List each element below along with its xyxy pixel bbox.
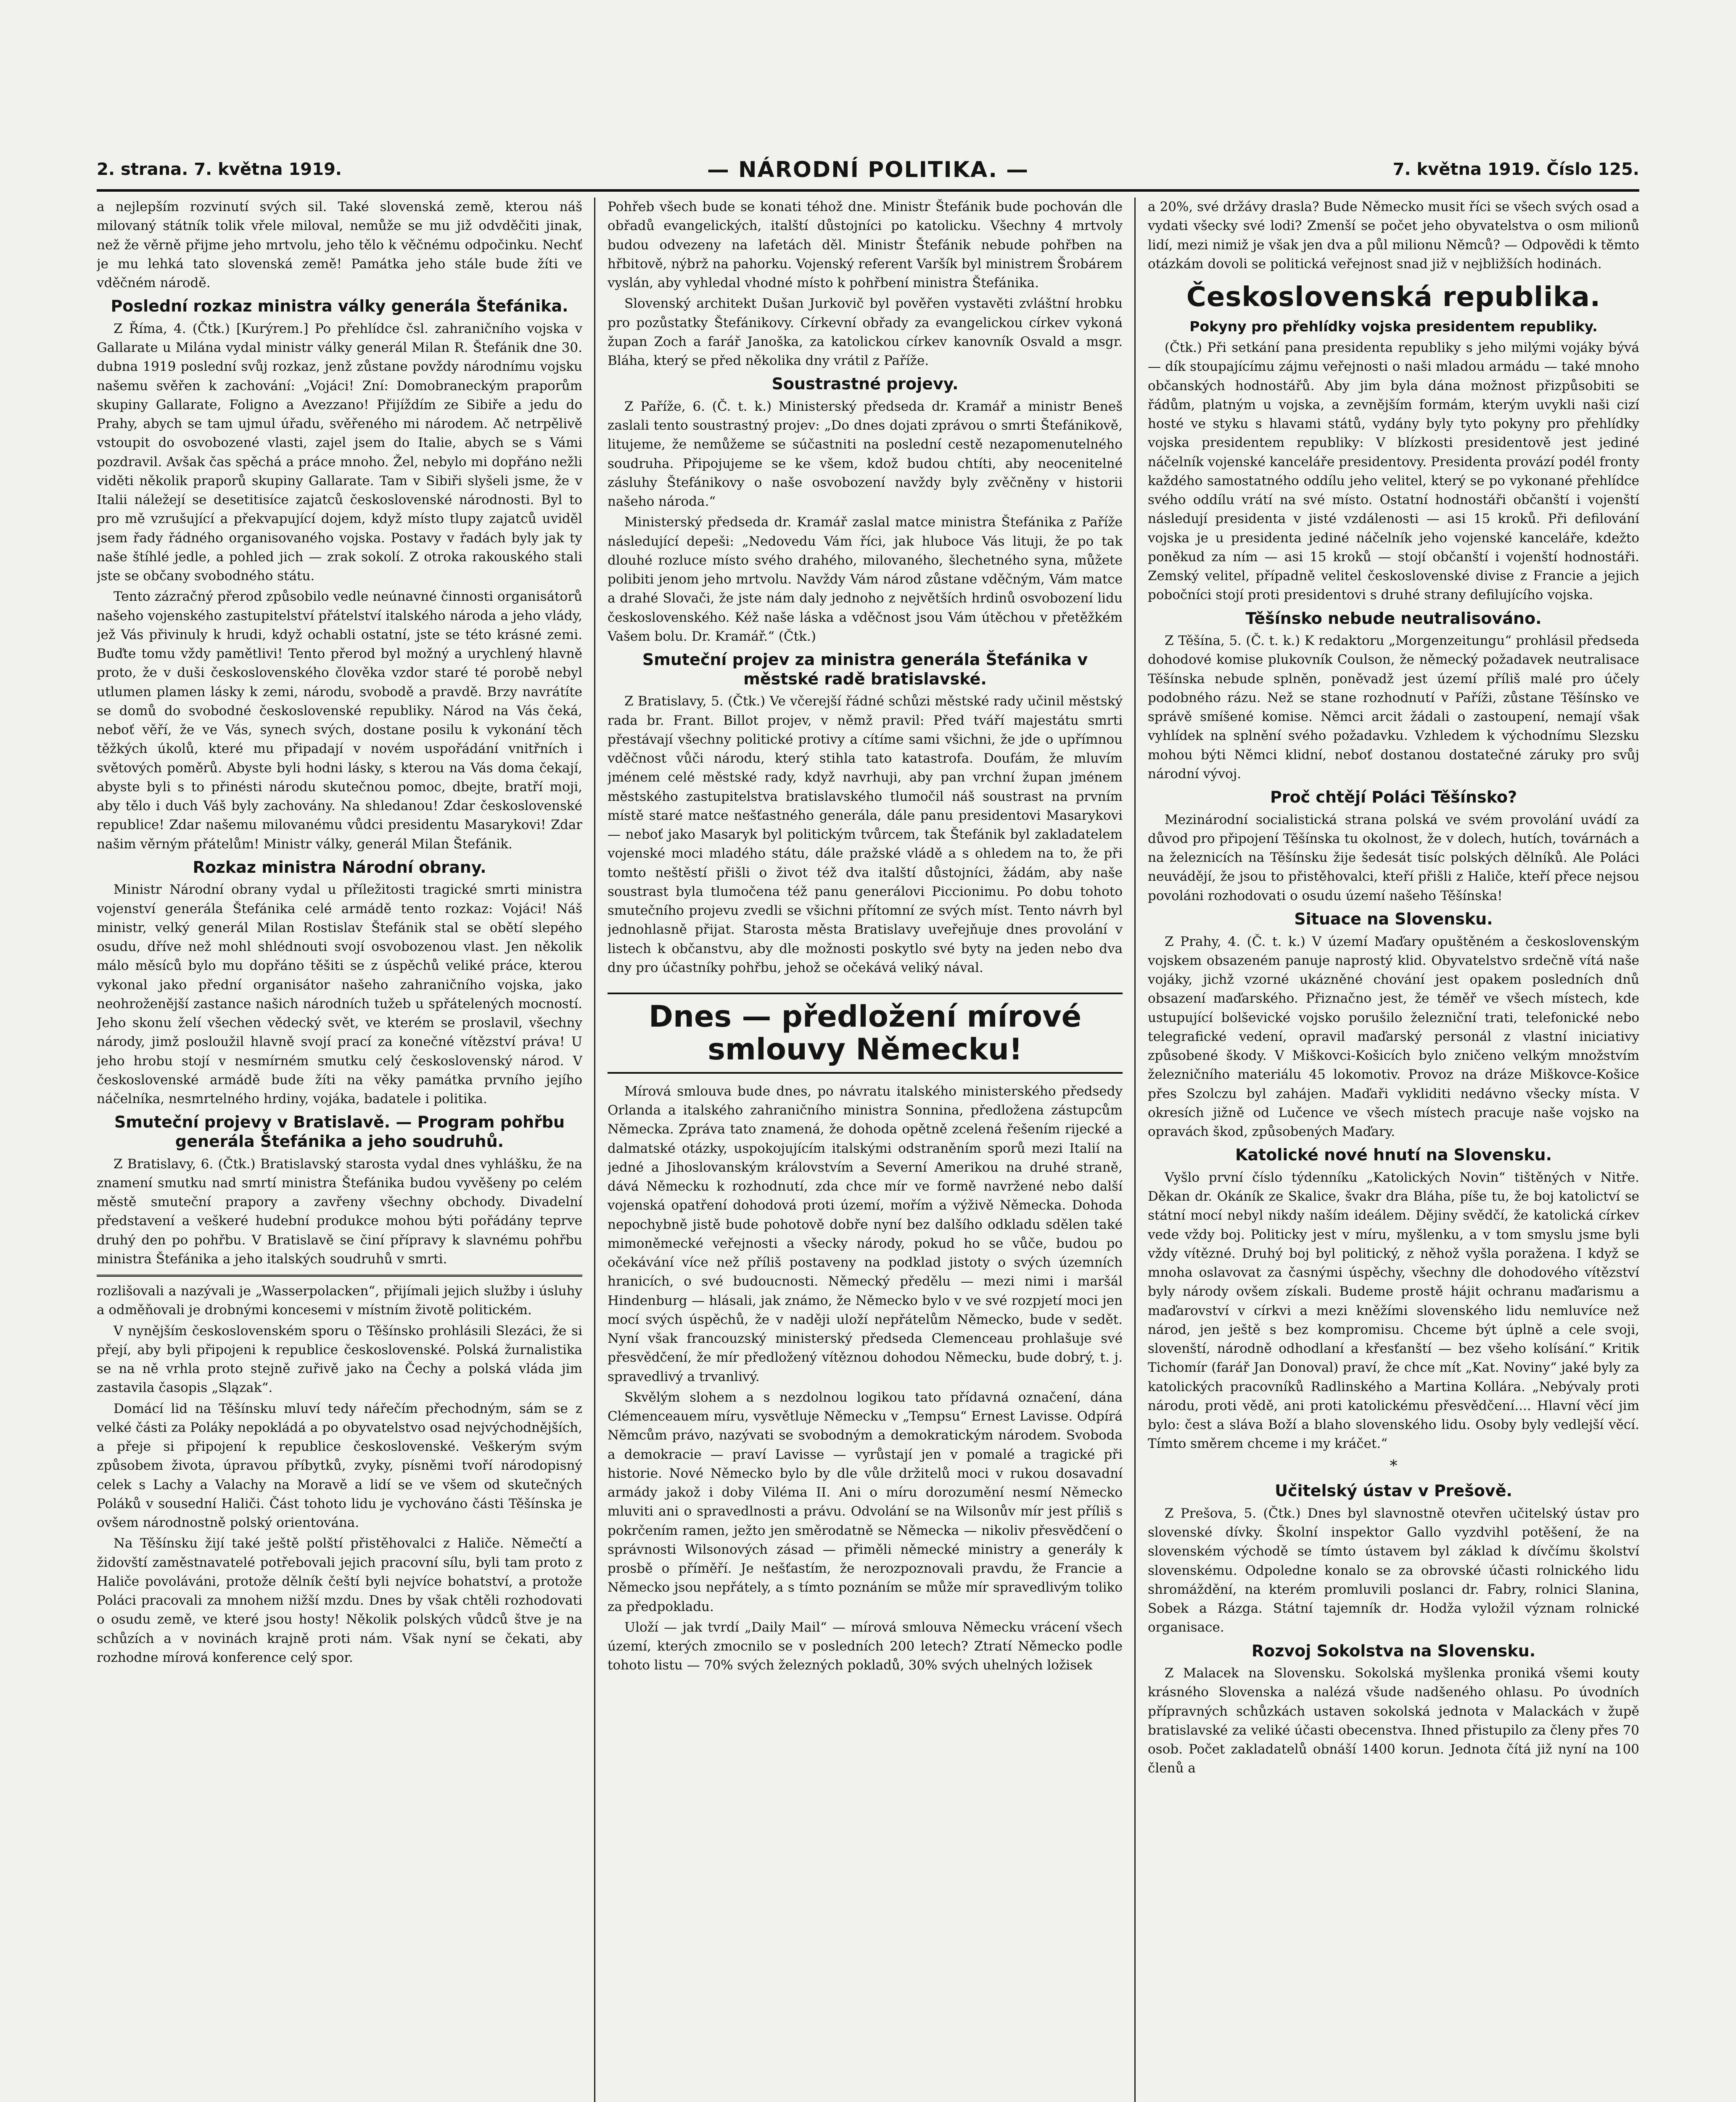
column-rule xyxy=(594,198,595,2102)
article-paragraph: V nynějším československém sporu o Těšínsko prohlásili Slezáci, že si přejí, aby byli připojeni k republice československé. Polská žurnalistika se na ně vrhla proto stejně zuřivě jako na Čechy a polská vláda jim zastavila časopis „Slązak“. xyxy=(97,1323,582,1396)
article-paragraph: (Čtk.) Při setkání pana presidenta republiky s jeho milými vojáky bývá — dík stoupajícímu zájmu veřejnosti o naši mladou armádu — také mnoho občanských hodnostářů. Aby jim byla dána možnost přizpůsobiti se řádům, platným u vojska, a zevnějším formám, kterým uvykli naši cizí hosté ve styku s hlavami států, vydány byly tyto pokyny pro přehlídky vojska presidentem republiky: V blízkosti presidentově jest jediné náčelník vojenské kanceláře presidentovy. Presidenta provází podél fronty každého samostatného oddílu jeho velitel, který se po vykonané přehlídce svého oddílu vrátí na své místo. Ostatní hodnostáři občanští i vojenští následují presidenta v jisté vzdálenosti — asi 15 kroků. Při defilování vojska je u presidenta jediné náčelník jeho vojenské kanceláře, kdežto poněkud za ním — asi 15 kroků — stojí občanští i vojenští hodnostáři. Zemský velitel, případně velitel československé divise z Francie a jejich pobočníci stojí proti presidentovi s druhé strany defilujícího vojska. xyxy=(1148,340,1639,603)
article-paragraph: Ministr Národní obrany vydal u příležitosti tragické smrti ministra vojenství generála Štefánika celé armádě tento rozkaz: Vojáci! Náš ministr, velký generál Milan Rostislav Štefánik stal se obětí slepého osudu, dříve než mohl shlédnouti svojí osvobozenou vlast. Jen několik málo měsíců bylo mu dopřáno těšiti se z úspěchů veliké práce, kterou vykonal jako přední organisátor našeho zahraničního vojska, jako neohroženější zastance našich národních tužeb u spřátelených mocností. Jeho skonu želí všechen vědecký svět, ve kterém se proslavil, všechny národy, jimž posloužil hlavně svojí prací za konečné vítězství práva! U jeho hrobu stojí v nesmírném smutku celý československý národ. V československé armádě bude žíti na věky památka prvního jejího náčelníka, nesmrtelného hrdiny, vojáka, badatele i politika. xyxy=(97,882,582,1107)
headline-tesin-neutrality: Těšínsko nebude neutralisováno. xyxy=(1245,609,1542,628)
article-paragraph: Tento zázračný přerod způsobilo vedle neúnavné činnosti organisátorů našeho vojenského zastupitelství přátelství italského národa a jeho vlády, jež Vás přivinuly k hrudi, když ochabli ostatní, jste se této krásné zemi. Buďte tomu vždy pamětlivi! Tento přerod byl možný a urychlený hlavně proto, že v duši československého člověka vzdor staré té porobě nebyl utlumen plamen lásky k zemi, národu, svobodě a pravdě. Brzy navrátíte se domů do svobodné československé republiky. Národ na Vás čeká, neboť věří, že ve Vás, synech svých, dostane posilu k vykonání těch těžkých úkolů, které mu připadají v novém uspořádání vnitřních i světových poměrů. Abyste byli hodni lásky, s kterou na Vás doma čekají, abyste byli s to přinésti národu skutečnou pomoc, dbejte, bratří moji, aby tělo i duch Váš byly zachovány. Na shledanou! Zdar československé republice! Zdar našemu milovanému vůdci presidentu Masarykovi! Zdar našim věrným přátelům! Ministr války, generál Milan Štefánik. xyxy=(97,589,582,852)
column-1 xyxy=(97,198,582,2102)
article-paragraph: Domácí lid na Těšínsku mluví tedy nářečím přechodným, sám se z velké části za Poláky nepokládá a po obyvatelstvo osad nejvýchodnějších, a přeje si připojení k republice československé. Veškerým svým způsobem života, úpravou příbytků, zvyky, písněmi tvoří národopisný celek s Lachy a Valachy na Moravě a lidí se ve všem od skutečných Poláků v sousední Haliči. Část tohoto lidu je vychováno části Těšínska je ovšem národnostně polský orientována. xyxy=(97,1401,582,1531)
headline-parade-guidelines: Pokyny pro přehlídky vojska presidentem republiky. xyxy=(1189,318,1598,335)
headline-poles-tesin: Proč chtějí Poláci Těšínsko? xyxy=(1270,788,1517,807)
section-title-republic: Československá republika. xyxy=(1186,282,1601,313)
article-paragraph: Mezinárodní socialistická strana polská ve svém provolání uvádí za důvod pro připojení Těšínska tu okolnost, že v dolech, hutích, továrnách a na železnicích na Těšínsku žije šedesát tisíc polských dělníků. Ale Poláci neuvádějí, že jsou to přistěhovalci, kteří přišli z Haliče, kteří přece nejsou povoláni rozhodovati o osudu území našeho Těšínska! xyxy=(1148,812,1639,903)
column-2 xyxy=(608,198,1123,2102)
article-paragraph: Vyšlo první číslo týdenníku „Katolických Novin“ tištěných v Nitře. Děkan dr. Okáník ze Skalice, švakr dra Bláha, píše tu, že boj katolictví se státní mocí nebyl nikdy naším ideálem. Dějiny svědčí, že katolická církev vede vždy boj. Politicky jest v míru, myšlenku, a v tom smyslu jsme byli vždy vítězné. Druhý boj byl politický, z něhož vyšla poražena. I když se mnoha oslavovat za časnými úspěchy, všechny dle dohodového vítězství byly národy ovšem získali. Budeme prostě hájit ochranu maďarismu a maďarovství v církvi a mezi kněžími slovenského lidu nemluvíce než národ, jen ještě s bez kompromisu. Chceme být úplně a cele svoji, slovenští, národně odhodlaní a křesťanští — bez všeho kolísání.“ Kritik Tichomír (farář Jan Donoval) praví, že chce mít „Kat. Noviny“ jaké byly za katolických pracovníků Radlinského a Martina Kollára. „Nebývaly proti národu, proti vědě, ani proti katolickému přesvědčení.... Hlavní věcí jim bylo: čest a sláva Boží a blaho slovenského lidu. Osoby byly vedlejší věcí. Tímto směrem chceme i my kráčet.“ xyxy=(1148,1170,1639,1452)
headline-defense-order: Rozkaz ministra Národní obrany. xyxy=(193,858,486,877)
article-paragraph: Z Paříže, 6. (Č. t. k.) Ministerský předseda dr. Kramář a ministr Beneš zaslali tento soustrastný projev: „Do dnes dojati zprávou o smrti Štefánikově, litujeme, že nemůžeme se súčastniti na poslední cestě nezapomenutelného soudruha. Připojujeme se ke všem, kdož budou chtíti, aby neocenitelné zásluhy Štefánikovy o naše osvobození navždy byly zvěčněny v historii našeho národa.“ xyxy=(608,399,1123,510)
article-paragraph: Z Těšína, 5. (Č. t. k.) K redaktoru „Morgenzeitungu“ prohlásil předseda dohodové komise plukovník Coulson, že německý požadavek neutralisace Těšínska nebude splněn, poněvadž jest území příliš malé pro účely podobného rázu. Než se stane rozhodnutí v Paříži, zůstane Těšínsko ve správě smíšené komise. Němci arcit žádali o zastoupení, nemají však vyhlídek na splnění svého požadavku. Vzhledem k východnímu Slezsku mohou býti Němci klidní, neboť dostanou dostatečné záruky pro svůj národní vývoj. xyxy=(1148,633,1639,782)
headline-bratislava-funeral: Smuteční projevy v Bratislavě. — Program pohřbu generála Štefánika a jeho soudruhů. xyxy=(114,1113,565,1151)
article-paragraph: Z Bratislavy, 6. (Čtk.) Bratislavský starosta vydal dnes vyhlášku, že na znamení smutku nad smrtí ministra Štefánika budou vyvěšeny po celém městě smuteční prapory a zavřeny všechny obchody. Divadelní představení a veškeré hudební produkce mohou býti pořádány teprve druhý den po pohřbu. V Bratislavě se činí přípravy k slavnému pohřbu ministra Štefánika a jeho italských soudruhů v smrti. xyxy=(97,1156,582,1267)
headline-last-order: Poslední rozkaz ministra války generála Štefánika. xyxy=(111,297,568,316)
article-paragraph: Skvělým slohem a s nezdolnou logikou tato přídavná označení, dána Clémenceauem míru, vysvětluje Německu v „Tempsu“ Ernest Lavisse. Odpírá Němcům právo, nazývati se svobodným a demokratickým národem. Svoboda a demokracie — praví Lavisse — vyrůstají jen v pomalé a tragické při historie. Nové Německo bylo by dle vůle držitelů moci v rukou dosavadní armády jakož i doby Viléma II. Ani o míru dorozumění nesmí Německo mluviti ani o spravedlnosti a právu. Odvolání se na Wilsonův mír jest příliš s pokrčením ramen, ježto jen směrodatně se Německa — nikoliv přesvědčení o správnosti Wilsonových zásad — přiměli německé ministry a generály k prosbě o příměří. Je nešťastím, že nerozpoznovali pravdu, že Francie a Německo jsou nepřátely, a s tímto poznáním se může mír spravedlivým toliko za předpokladu. xyxy=(608,1389,1123,1614)
headline-slovakia-situation: Situace na Slovensku. xyxy=(1294,909,1493,928)
article-paragraph: Na Těšínsku žijí také ještě polští přistěhovalci z Haliče. Němečtí a židovští zaměstnavatelé potřebovali jejich pracovní sílu, byli tam proto z Haliče povoláváni, protože dělník čeští byli nejvíce bohatství, a protože Poláci pracovali za mnohem nižší mzdu. Dnes by však chtěli rozhodovati o osudu země, ve které jsou hosty! Několik polských vůdců štve je na schůzích a v novinách krajně proti nám. Však nyní se čekati, aby rozhodne mírová konference celý spor. xyxy=(97,1536,582,1665)
article-paragraph: Z Prahy, 4. (Č. t. k.) V území Maďary opuštěném a československým vojskem obsazeném panuje naprostý klid. Obyvatelstvo srdečně vítá naše vojáky, jichž vzorné ukázněné chování jest opakem posledních dnů obsazení maďarského. Přiznačno jest, že téměř ve všech místech, kde ustupující bolševické vojsko porušilo železniční trati, telefonické nebo telegrafické vedení, opravil maďarský personál z vlastní iniciativy způsobené škody. V Miškovci-Košicích bylo zničeno velkým množstvím železničního materiálu 45 lokomotiv. Provoz na dráze Miškovce-Košice přes Szolczu byl zahájen. Maďaři vykliditi nedávno všecky místa. V okresích jižně od Lučence ve všech místech pracuje naše vojsko na opravách škod, způsobených Maďary. xyxy=(1148,934,1639,1140)
article-paragraph: a 20%, své držávy drasla? Bude Německo musit říci se všech svých osad a vydati všecky své lodi? Zmenší se počet jeho obyvatelstva o osm milionů lidí, mezi nimiž je však jen dva a půl milionu Němců? — Odpovědi k těmto otázkám dovoli se politická veřejnost snad již v nejbližších hodinách. xyxy=(1148,199,1639,272)
section-star: * xyxy=(1390,1457,1398,1475)
newspaper-title: — NÁRODNÍ POLITIKA. — xyxy=(707,157,1029,182)
article-paragraph: Slovenský architekt Dušan Jurkovič byl pověřen vystavěti zvláštní hrobku pro pozůstatky Štefánikovy. Církevní obřady za evangelickou církev vykoná župan Zoch a farář Janoška, za katolickou církev kanovník Osvald a msgr. Bláha, který se před několika dny vrátil z Paříže. xyxy=(608,296,1123,368)
section-divider xyxy=(97,1275,582,1277)
article-paragraph: Uloží — jak tvrdí „Daily Mail“ — mírová smlouva Německu vrácení všech území, kterých zmocnilo se v posledních 200 letech? Ztratí Německo podle tohoto listu — 70% svých železných pokladů, 30% svých uhelných ložisek xyxy=(608,1619,1123,1673)
headline-catholic-movement: Katolické nové hnutí na Slovensku. xyxy=(1235,1146,1552,1165)
headline-condolences: Soustrastné projevy. xyxy=(772,375,959,393)
issue-number: 7. května 1919. Číslo 125. xyxy=(1392,160,1639,179)
article-paragraph: Mírová smlouva bude dnes, po návratu italského ministerského předsedy Orlanda a italského zahraničního ministra Sonnina, předložena zástupcům Německa. Zpráva tato znamená, že dohoda opětně zcelená řešením rijecké a dalmatské otázky, uspokojujícím italskými odstraněním sporů mezi Italií na jedné a Jihoslovanským královstvím a Severní Amerikou na druhé straně, dává Německu k rozhodnutí, zda chce mír ve formě navržené nebo další vojenská opatření dohodová proti území, mořím a výživě Německa. Dohoda nepochybně jistě bude pohotově dobře nyní bez dalšího odkladu sdělen také mimoněmecké veřejnosti a všecky národy, pokud ho se vůče, budou po očekávání více než příliš postaveny na podklad jistoty o svých územních hranicích, o své budoucnosti. Německý předělu — mezi nimi i maršál Hindenburg — hlásali, jak známo, že Německo bylo v ve své rozpjetí moci jen mocí svých úspěchů, že v naději uloží nepřátelům Německo, bude v sedět. Nyní však francouzský ministerský předseda Clemenceau prohlašuje své přesvědčení, že mír předložený vítěznou dohodou Německu, bude dobrý, t. j. spravedlivý a trvanlivý. xyxy=(608,1083,1123,1384)
article-paragraph: rozlišovali a nazývali je „Wasserpolacken“, přijímali jejich služby i úsluhy a odměňovali je drobnými koncesemi v místním životě politickém. xyxy=(97,1283,582,1318)
column-3 xyxy=(1148,198,1639,2102)
headline-bratislava-council: Smuteční projev za ministra generála Štefánika v městské radě bratislavské. xyxy=(642,650,1088,688)
column-rule xyxy=(1134,198,1136,2102)
article-columns xyxy=(97,198,1639,2102)
article-paragraph: Ministerský předseda dr. Kramář zaslal matce ministra Štefánika z Paříže následující depeši: „Nedovedu Vám říci, jak hluboce Vás lituji, že po tak dlouhé rozluce místo svého drahého, milovaného, šlechetného syna, můžete polibiti jenom jeho mrtvolu. Navždy Vám národ zůstane vděčným, Vám matce a drahé Slovači, že jste nám daly jednoho z největších hrdinů osvobození lidu československého. Kéž naše láska a vděčnost jsou Vám útěchou v přetěžkém Vašem bolu. Dr. Kramář.“ (Čtk.) xyxy=(608,515,1123,644)
article-continuation: a nejlepším rozvinutí svých sil. Také slovenská země, kterou náš milovaný státník tolik vřele miloval, nemůže se mu již odvděčiti jinak, než že věrně přijme jeho mrtvolu, jeho tělo k věčnému odpočinku. Nechť je mu lehká tato slovenská země! Památka jeho stále bude žíti ve vděčném národě. xyxy=(97,199,582,290)
headline-peace-treaty: Dnes — předložení mírové smlouvy Německu! xyxy=(608,993,1123,1074)
article-paragraph: Z Prešova, 5. (Čtk.) Dnes byl slavnostně otevřen učitelský ústav pro slovenské dívky. Školní inspektor Gallo vyzdvihl potěšení, že na slovenském východě se tímto ústavem byl základ k dívčímu školství slovenskému. Odpoledne konalo se za obrovské účasti rolnického lidu shromáždění, na kterém promluvili poslanci dr. Fabry, rolnici Slanina, Sobek a Rázga. Státní tajemník dr. Hodža vyložil význam rolnické organisace. xyxy=(1148,1505,1639,1635)
headline-teacher-institute: Učitelský ústav v Prešově. xyxy=(1275,1481,1512,1500)
article-paragraph: Z Říma, 4. (Čtk.) [Kurýrem.] Po přehlídce čsl. zahraničního vojska v Gallarate u Milána vydal ministr války generál Milan R. Štefánik dne 30. dubna 1919 poslední svůj rozkaz, jenž zůstane povždy národnímu vojsku našemu svěřen k zachování: „Vojáci! Zní: Domobraneckým praporům skupiny Gallarate, Foligno a Avezzano! Přijíždím ze Sibiře a jedu do Prahy, abych se tam ujmul úřadu, svěřeného mi národem. Ač netrpělivě vstoupit do osvobozené vlasti, zajel jsem do Italie, abych se s Vámi pozdravil. Avšak čas spěchá a práce mnoho. Žel, nebylo mi dopřáno nežli viděti několik praporů skupiny Gallarate. Tam v Sibiři slyšeli jsme, že v Italii náležejí se desetitisíce zajatců československé národnosti. Byl to pro mě vzrušující a překvapující dojem, když místo tlupy zajatců uviděl jsem řady řádného organisovaného vojska. Postavy v řadách byly jak ty naše štíhlé jedle, a pohled jich — zrak sokolí. Z otroka rakouského stali jste se občany svobodného státu. xyxy=(97,321,582,584)
article-paragraph: Z Bratislavy, 5. (Čtk.) Ve včerejší řádné schůzi městské rady učinil městský rada br. Frant. Billot projev, v němž pravil: Před tváří majestátu smrti přestávají všechny politické protivy a cítíme sami všichni, že jde o upřímnou vděčnost vůči národu, který stihla tato katastrofa. Doufám, že mluvím jménem celé městské rady, když navrhuji, aby pan vrchní župan jménem městského zastupitelstva bratislavského tlumočil náš soustrast na prvním místě staré matce nešťastného generála, dále panu presidentovi Masarykovi — neboť jako Masaryk byl politickým tvůrcem, tak Štefánik byl zakladatelem vojenské moci mladého státu, dále pražské vládě a s ohledem na to, že při tomto neštěstí přišli o život též dva italští důstojníci, žádám, aby naše soustrast byla tlumočena též panu generálovi Piccionimu. Po dobu tohoto smutečního projevu zvedli se všichni přítomní ze svých míst. Tento návrh byl jednohlasně přijat. Starosta města Bratislavy uveřejňuje dnes provolání v listech k občanstvu, aby dle možnosti poskytlo své byty na jeden nebo dva dny pro účastníky pohřbu, jehož se očekává veliký nával. xyxy=(608,694,1123,975)
article-paragraph: Z Malacek na Slovensku. Sokolská myšlenka proniká všemi kouty krásného Slovenska a nalézá všude nadšeného ohlasu. Po úvodních přípravných schůzkách ustaven sokolská jednota v Malackách v župě bratislavské za veliké účasti obecenstva. Ihned přistupilo za členy přes 70 osob. Počet zakladatelů obnáší 1400 korun. Jednota čítá již nyní na 100 členů a xyxy=(1148,1666,1639,1776)
page-date-left: 2. strana. 7. května 1919. xyxy=(97,160,342,179)
headline-sokol: Rozvoj Sokolstva na Slovensku. xyxy=(1251,1641,1536,1660)
masthead xyxy=(97,157,1639,192)
article-paragraph: Pohřeb všech bude se konati téhož dne. Ministr Štefánik bude pochován dle obřadů evangelických, italští důstojníci po katolicku. Všechny 4 mrtvoly budou odvezeny na lafetách děl. Ministr Štefánik nebude pohřben na hřbitově, nýbrž na pahorku. Vojenský referent Varšík byl ministrem Šrobárem vyslán, aby vyhledal vhodné místo k pohřbení ministra Štefánika. xyxy=(608,199,1123,290)
